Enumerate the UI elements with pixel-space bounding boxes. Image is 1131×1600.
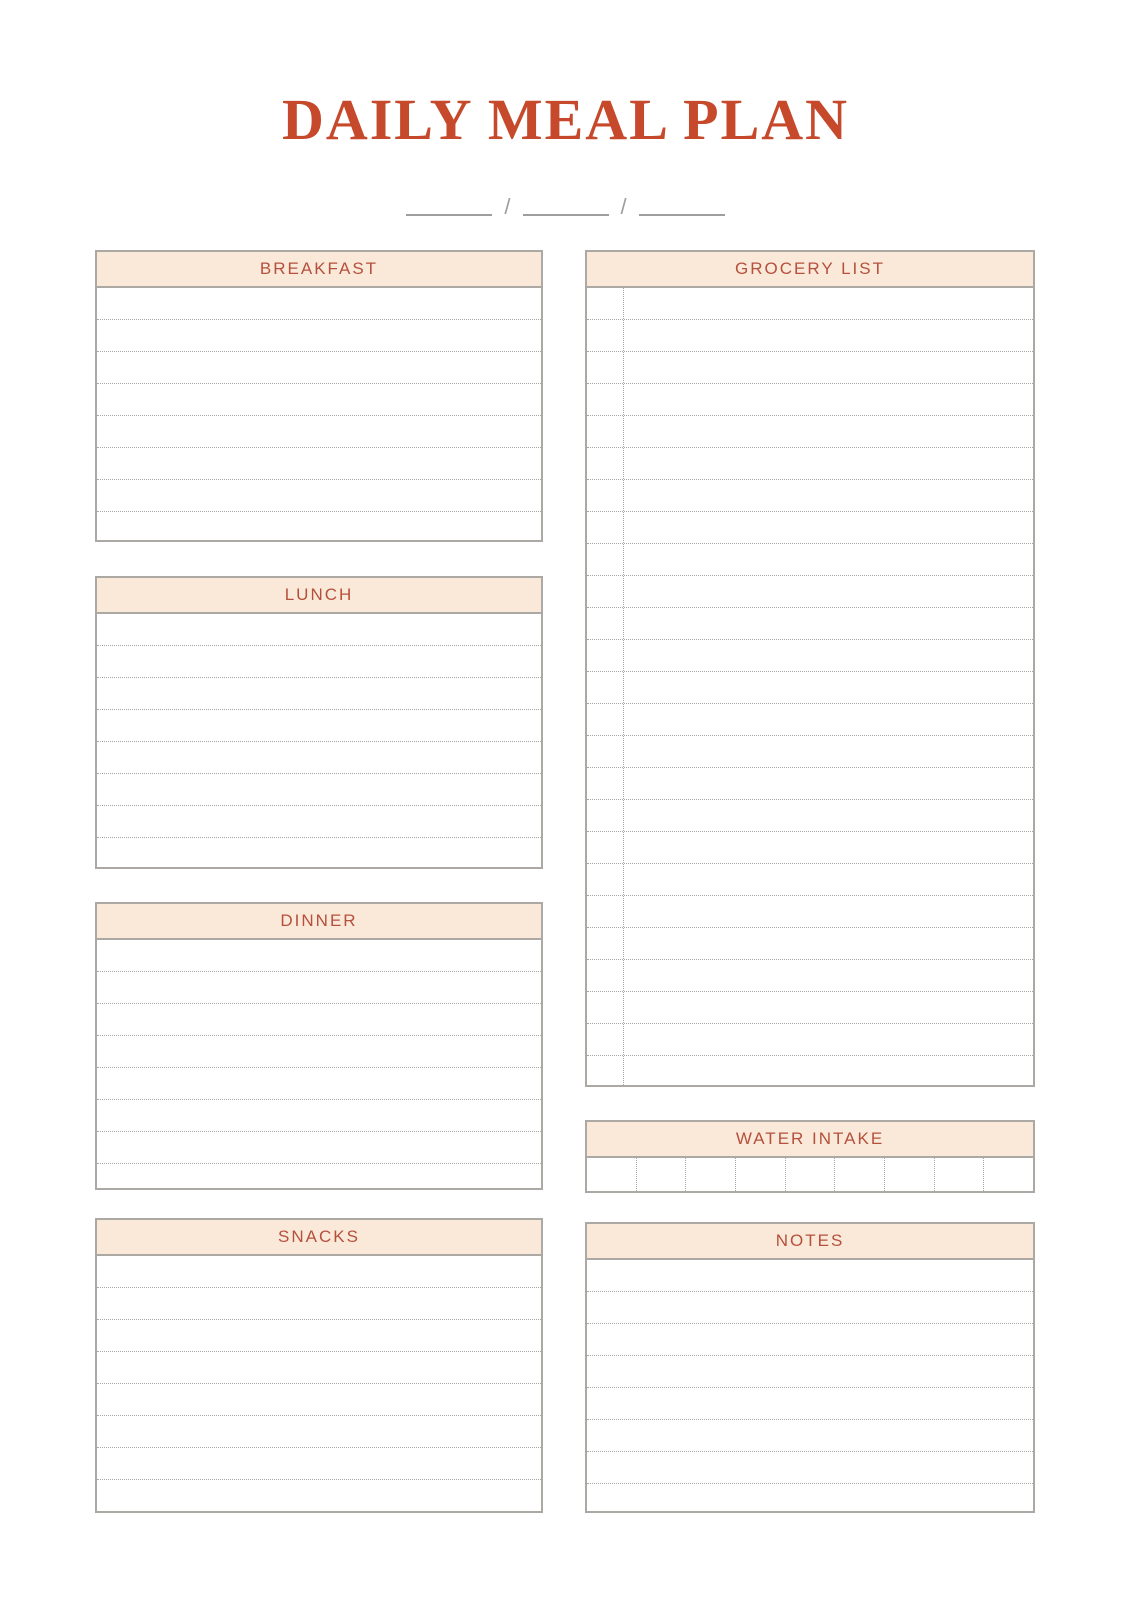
grocery-list-writing-area	[587, 288, 1033, 1085]
ruled-line	[587, 1452, 1033, 1484]
ruled-line	[587, 1388, 1033, 1420]
lunch-writing-area	[97, 614, 541, 867]
ruled-line	[97, 972, 541, 1004]
ruled-line	[97, 288, 541, 320]
water-cell	[685, 1158, 735, 1191]
ruled-line	[97, 710, 541, 742]
snacks-header: SNACKS	[97, 1220, 541, 1256]
dinner-section	[95, 902, 543, 1190]
date-slash-1: /	[504, 194, 511, 219]
ruled-line	[97, 1036, 541, 1068]
ruled-line	[587, 864, 1033, 896]
ruled-line	[97, 1256, 541, 1288]
ruled-line	[587, 1292, 1033, 1324]
ruled-line	[587, 992, 1033, 1024]
ruled-line	[587, 960, 1033, 992]
water-cell	[785, 1158, 835, 1191]
breakfast-section	[95, 250, 543, 542]
ruled-line	[587, 512, 1033, 544]
date-blank-3	[639, 194, 725, 216]
ruled-line	[587, 608, 1033, 640]
dinner-writing-area	[97, 940, 541, 1188]
notes-section	[585, 1222, 1035, 1513]
ruled-line	[97, 1352, 541, 1384]
water-cell	[884, 1158, 934, 1191]
dinner-header: DINNER	[97, 904, 541, 940]
ruled-line	[587, 928, 1033, 960]
snacks-writing-area	[97, 1256, 541, 1511]
ruled-line	[587, 832, 1033, 864]
ruled-line	[587, 576, 1033, 608]
page-title: DAILY MEAL PLAN	[281, 87, 850, 152]
lunch-header: LUNCH	[97, 578, 541, 614]
water-cell	[587, 1158, 636, 1191]
ruled-line	[587, 448, 1033, 480]
date-blank-1	[406, 194, 492, 216]
lunch-section	[95, 576, 543, 869]
water-cell	[834, 1158, 884, 1191]
breakfast-writing-area	[97, 288, 541, 540]
water-intake-header: WATER INTAKE	[587, 1122, 1033, 1158]
ruled-line	[97, 1132, 541, 1164]
ruled-line	[587, 544, 1033, 576]
ruled-line	[97, 384, 541, 416]
ruled-line	[97, 416, 541, 448]
ruled-line	[97, 646, 541, 678]
ruled-line	[587, 1260, 1033, 1292]
ruled-line	[97, 1384, 541, 1416]
water-cell	[735, 1158, 785, 1191]
snacks-section	[95, 1218, 543, 1513]
ruled-line	[587, 768, 1033, 800]
ruled-line	[97, 940, 541, 972]
date-blank-2	[523, 194, 609, 216]
ruled-line	[587, 480, 1033, 512]
ruled-line	[97, 320, 541, 352]
water-cell	[934, 1158, 984, 1191]
ruled-line	[587, 704, 1033, 736]
ruled-line	[97, 614, 541, 646]
ruled-line	[97, 774, 541, 806]
ruled-line	[587, 1324, 1033, 1356]
ruled-line	[587, 1024, 1033, 1056]
ruled-line	[97, 352, 541, 384]
ruled-line	[97, 1448, 541, 1480]
water-intake-section	[585, 1120, 1035, 1193]
grocery-list-section	[585, 250, 1035, 1087]
water-tracker-cells	[587, 1158, 1033, 1191]
notes-writing-area	[587, 1260, 1033, 1511]
ruled-line	[97, 448, 541, 480]
ruled-line	[587, 384, 1033, 416]
ruled-line	[587, 1420, 1033, 1452]
ruled-line	[587, 416, 1033, 448]
date-line	[0, 186, 1131, 219]
ruled-line	[587, 672, 1033, 704]
grocery-list-header: GROCERY LIST	[587, 252, 1033, 288]
ruled-line	[587, 640, 1033, 672]
ruled-line	[97, 678, 541, 710]
ruled-line	[97, 1068, 541, 1100]
notes-header: NOTES	[587, 1224, 1033, 1260]
ruled-line	[587, 320, 1033, 352]
date-slash-2: /	[620, 194, 627, 219]
ruled-line	[97, 1320, 541, 1352]
ruled-line	[97, 1100, 541, 1132]
ruled-line	[97, 480, 541, 512]
ruled-line	[587, 896, 1033, 928]
ruled-line	[97, 1416, 541, 1448]
grocery-checkbox-column-divider	[623, 288, 624, 1085]
ruled-line	[587, 352, 1033, 384]
ruled-line	[587, 736, 1033, 768]
water-cell	[983, 1158, 1033, 1191]
ruled-line	[97, 742, 541, 774]
water-cell	[636, 1158, 686, 1191]
ruled-line	[587, 288, 1033, 320]
ruled-line	[97, 1288, 541, 1320]
ruled-line	[587, 800, 1033, 832]
ruled-line	[97, 806, 541, 838]
ruled-line	[97, 1004, 541, 1036]
breakfast-header: BREAKFAST	[97, 252, 541, 288]
ruled-line	[587, 1356, 1033, 1388]
